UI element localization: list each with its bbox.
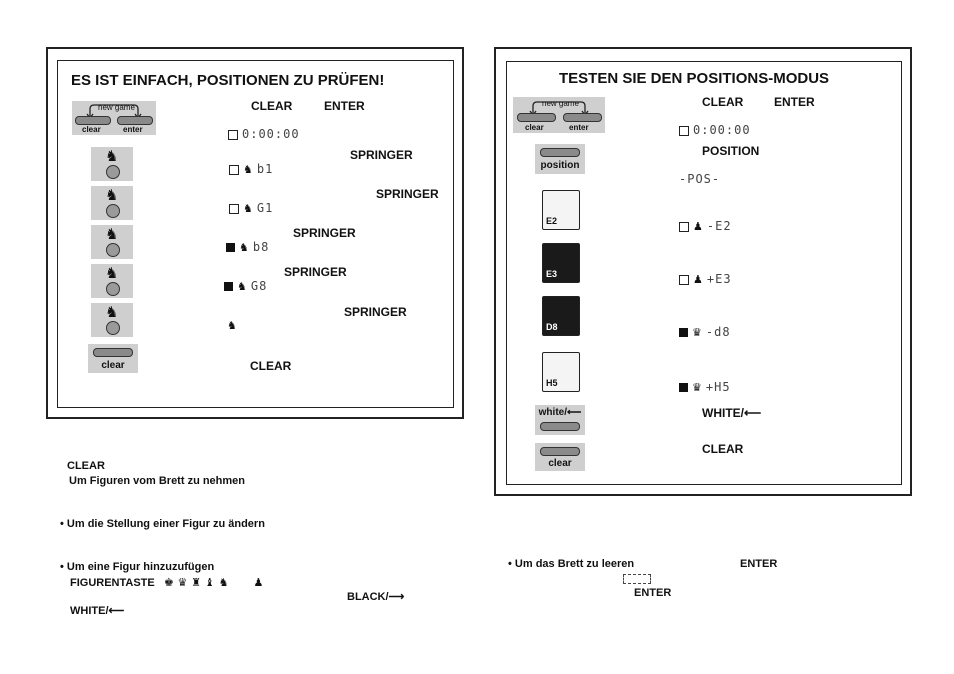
square-label: E2 — [546, 216, 558, 226]
queen-icon: ♛ — [692, 326, 703, 339]
enter-label: enter — [569, 123, 589, 132]
knight-key-2[interactable] — [91, 186, 133, 220]
clear-label: clear — [82, 125, 101, 134]
row5-label: SPRINGER — [344, 305, 407, 319]
left-footer-clear: CLEAR — [250, 359, 292, 373]
position-key-bar — [540, 148, 580, 157]
knight-icon: ♞ — [243, 202, 254, 215]
clear-key[interactable] — [88, 344, 138, 373]
square-e2[interactable] — [542, 190, 580, 230]
key-dot-icon — [106, 165, 120, 179]
row2-display: ♞ G1 — [229, 201, 273, 215]
key-dot-icon — [106, 243, 120, 257]
filled-square-icon — [679, 328, 688, 337]
key-dot-icon — [106, 282, 120, 296]
pawn-icon: ♟ — [693, 273, 704, 286]
figure-icons: ♚ ♛ ♜ ♝ ♞ — [163, 576, 229, 589]
empty-square-icon — [229, 165, 239, 175]
knight-key-5[interactable] — [91, 303, 133, 337]
empty-square-icon — [229, 204, 239, 214]
row3-label: SPRINGER — [293, 226, 356, 240]
square-label: H5 — [546, 378, 558, 388]
knight-icon: ♞ — [105, 303, 119, 321]
knight-icon: ♞ — [227, 319, 238, 332]
left-display-time: 0:00:00 — [228, 127, 300, 141]
knight-icon: ♞ — [105, 186, 119, 204]
white-key-label: white/⟵ — [538, 407, 582, 418]
new-game-key — [72, 101, 156, 135]
knight-key-3[interactable] — [91, 225, 133, 259]
note-add: • Um eine Figur hinzuzufügen — [60, 561, 215, 573]
white-key-bar — [540, 422, 580, 431]
position-label: POSITION — [702, 144, 760, 158]
left-header-clear: CLEAR — [251, 99, 293, 113]
row1-display: ♞ b1 — [229, 162, 273, 176]
empty-square-icon — [679, 126, 689, 136]
white-key[interactable] — [535, 405, 585, 435]
enter-button-bar[interactable] — [563, 113, 602, 122]
note-white: WHITE/⟵ — [70, 605, 125, 617]
row2-label: SPRINGER — [376, 187, 439, 201]
empty-square-icon — [679, 222, 689, 232]
empty-square-icon — [679, 275, 689, 285]
e3-display: ♟ +E3 — [679, 272, 732, 286]
key-dot-icon — [106, 204, 120, 218]
right-display-time: 0:00:00 — [679, 123, 751, 137]
white-label: WHITE/⟵ — [702, 406, 762, 420]
clear-label-right: CLEAR — [702, 442, 744, 456]
h5-display: ♛ +H5 — [679, 380, 731, 394]
pawn-icon: ♟ — [693, 220, 704, 233]
enter-button-bar[interactable] — [117, 116, 153, 125]
clear-key[interactable] — [535, 443, 585, 471]
right-panel-frame — [494, 47, 912, 496]
note-clear: CLEAR — [67, 460, 105, 472]
enter-label: enter — [123, 125, 143, 134]
clear-key-label: clear — [548, 458, 572, 469]
left-header-enter: ENTER — [324, 99, 365, 113]
clear-key-bar — [93, 348, 133, 357]
square-label: D8 — [546, 322, 558, 332]
knight-key-1[interactable] — [91, 147, 133, 181]
new-game-label: new game — [98, 103, 135, 112]
right-panel — [506, 61, 902, 485]
filled-square-icon — [224, 282, 233, 291]
empty-square-icon — [228, 130, 238, 140]
clear-button-bar[interactable] — [75, 116, 111, 125]
note-change: • Um die Stellung einer Figur zu ändern — [60, 518, 265, 530]
filled-square-icon — [679, 383, 688, 392]
right-header-clear: CLEAR — [702, 95, 744, 109]
clear-key-label: clear — [101, 360, 125, 371]
d8-display: ♛ -d8 — [679, 325, 731, 339]
queen-icon: ♛ — [692, 381, 703, 394]
note-enter-1: ENTER — [740, 558, 778, 570]
knight-icon: ♞ — [243, 163, 254, 176]
note-empty-board: • Um das Brett zu leeren — [508, 558, 635, 570]
new-game-key — [513, 97, 605, 133]
figurentaste-label: FIGURENTASTE — [70, 577, 155, 589]
knight-key-4[interactable] — [91, 264, 133, 298]
position-key-label: position — [540, 160, 580, 171]
knight-icon: ♞ — [105, 147, 119, 165]
knight-icon: ♞ — [105, 264, 119, 282]
position-key[interactable] — [535, 144, 585, 174]
note-remove: Um Figuren vom Brett zu nehmen — [69, 475, 246, 487]
row1-label: SPRINGER — [350, 148, 413, 162]
knight-icon: ♞ — [237, 280, 248, 293]
left-panel — [57, 60, 454, 408]
note-enter-2: ENTER — [634, 587, 672, 599]
note-figurentaste — [70, 576, 263, 589]
row3-display: ♞ b8 — [226, 240, 269, 254]
left-panel-title: ES IST EINFACH, POSITIONEN ZU PRÜFEN! — [71, 72, 385, 89]
empty-display-icon — [623, 574, 651, 584]
row4-display: ♞ G8 — [224, 279, 267, 293]
square-e3[interactable] — [542, 243, 580, 283]
pawn-icon: ♟ — [253, 576, 264, 589]
clear-button-bar[interactable] — [517, 113, 556, 122]
pos-display: -POS- — [679, 172, 721, 186]
new-game-label: new game — [542, 99, 579, 108]
clear-label: clear — [525, 123, 544, 132]
square-label: E3 — [546, 269, 558, 279]
row4-label: SPRINGER — [284, 265, 347, 279]
knight-icon: ♞ — [105, 225, 119, 243]
left-panel-frame — [46, 47, 464, 419]
key-dot-icon — [106, 321, 120, 335]
square-h5[interactable] — [542, 352, 580, 392]
knight-icon: ♞ — [239, 241, 250, 254]
filled-square-icon — [226, 243, 235, 252]
right-header-enter: ENTER — [774, 95, 815, 109]
right-panel-title: TESTEN SIE DEN POSITIONS-MODUS — [559, 70, 830, 87]
e2-display: ♟ -E2 — [679, 219, 732, 233]
clear-key-bar — [540, 447, 580, 456]
square-d8[interactable] — [542, 296, 580, 336]
row5-display — [227, 318, 241, 332]
note-black: BLACK/⟶ — [347, 591, 405, 603]
